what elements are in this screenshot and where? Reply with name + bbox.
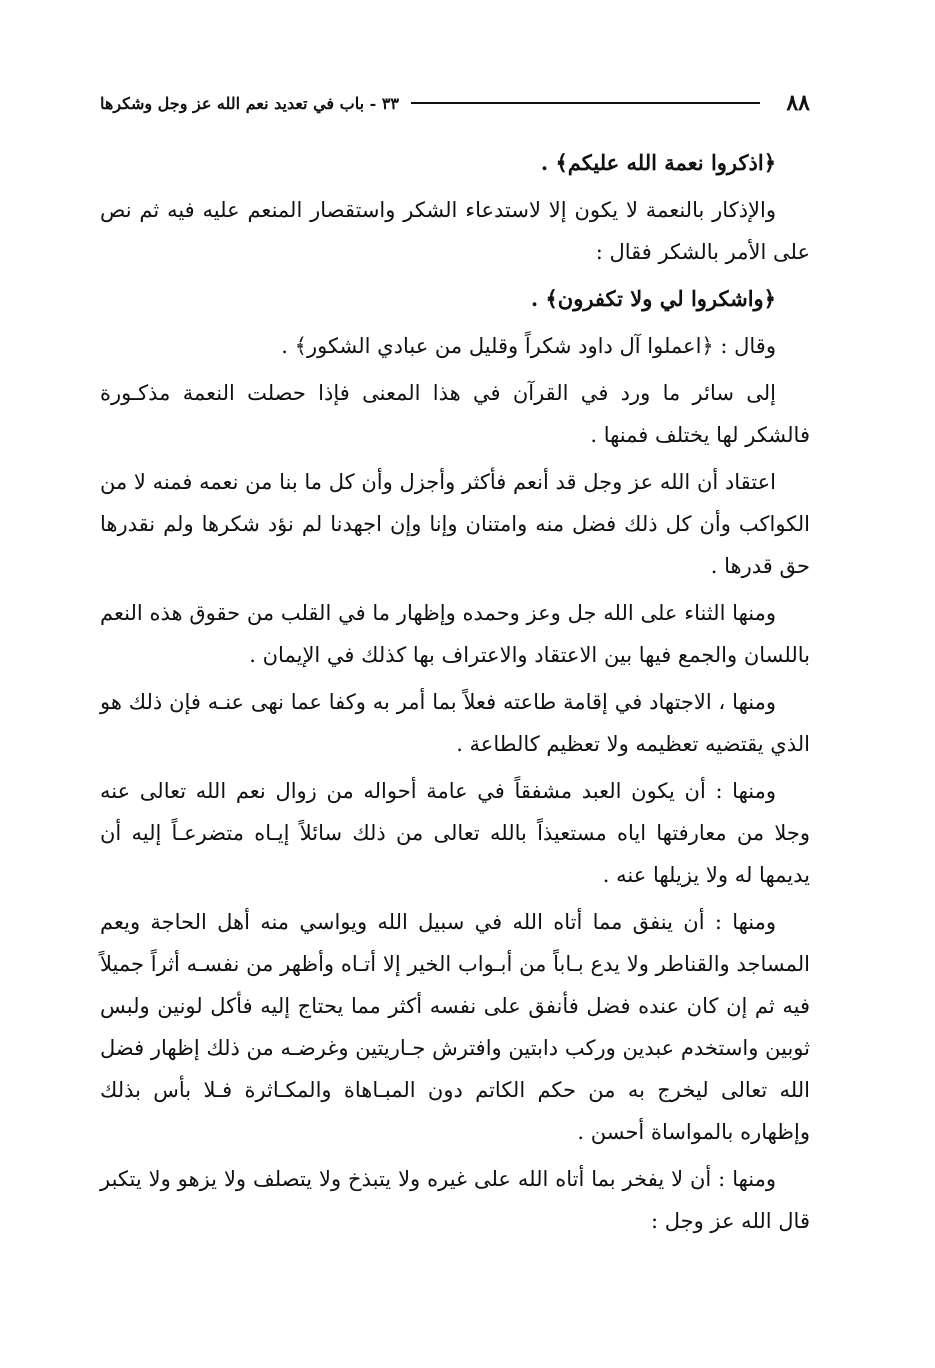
paragraph: إلى سائر ما ورد في القرآن في هذا المعنى فإذا حصلت النعمة مذكـورة فالشكر لها يختلف فمنها . xyxy=(100,381,810,447)
paragraph: ومنها : أن يكون العبد مشفقاً في عامة أحواله من زوال نعم الله تعالى عنه وجلا من معارفتها اياه مستعيذاً بالله تعالى من ذلك سائلاً إيـاه متضرعـاً إليه أن يديمها له ولا يزيلها عنه . xyxy=(100,779,810,887)
paragraph: والإذكار بالنعمة لا يكون إلا لاستدعاء الشكر واستقصار المنعم عليه فيه ثم نص على الأمر بالشكر فقال : xyxy=(100,198,810,264)
paragraph: ومنها : أن لا يفخر بما أتاه الله على غيره ولا يتبذخ ولا يتصلف ولا يزهو ولا يتكبر قال الله عز وجل : xyxy=(100,1167,810,1233)
quran-verse: ﴿واشكروا لي ولا تكفرون﴾ . xyxy=(530,286,776,311)
page-body xyxy=(100,142,810,1242)
page-number: ٨٨ xyxy=(786,90,810,116)
paragraph: اعتقاد أن الله عز وجل قد أنعم فأكثر وأجزل وأن كل ما بنا من نعمه فمنه لا من الكواكب وأن كل ذلك فضل منه وامتنان وإنا وإن اجهدنا لم نؤد شكرها ولم نقدرها حق قدرها . xyxy=(100,470,810,578)
book-page xyxy=(100,86,810,1286)
paragraph: وقال : ﴿اعملوا آل داود شكراً وقليل من عبادي الشكور﴾ . xyxy=(281,334,776,358)
paragraph: ومنها ، الاجتهاد في إقامة طاعته فعلاً بما أمر به وكفا عما نهى عنـه فإن ذلك هو الذي يقتضيه تعظيمه ولا تعظيم كالطاعة . xyxy=(100,690,810,756)
quran-verse: ﴿اذكروا نعمة الله عليكم﴾ . xyxy=(540,150,776,175)
header-rule xyxy=(411,102,760,104)
page-header xyxy=(100,86,810,120)
paragraph: ومنها : أن ينفق مما أتاه الله في سبيل الله ويواسي منه أهل الحاجة ويعم المساجد والقناطر ولا يدع بـاباً من أبـواب الخير إلا أتـاه وأظهر من نفسـه أثراً جميلاً فيه ثم إن كان عنده فضل فأنفق على نفسه أكثر مما يحتاج إليه فأكل لونين ولبس ثوبين واستخدم عبدين وركب دابتين وافترش جـاريتين وغرضـه من ذلك إظهار فضل الله تعالى ليخرج به من حكم الكاتم دون المبـاهاة والمكـاثرة فـلا بأس بذلك وإظهاره بالمواساة أحسن . xyxy=(100,910,810,1144)
paragraph: ومنها الثناء على الله جل وعز وحمده وإظهار ما في القلب من حقوق هذه النعم باللسان والجمع فيها بين الاعتقاد والاعتراف بها كذلك في الإيمان . xyxy=(100,601,810,667)
running-title: ٣٣ - باب في تعديد نعم الله عز وجل وشكرها xyxy=(100,93,399,113)
